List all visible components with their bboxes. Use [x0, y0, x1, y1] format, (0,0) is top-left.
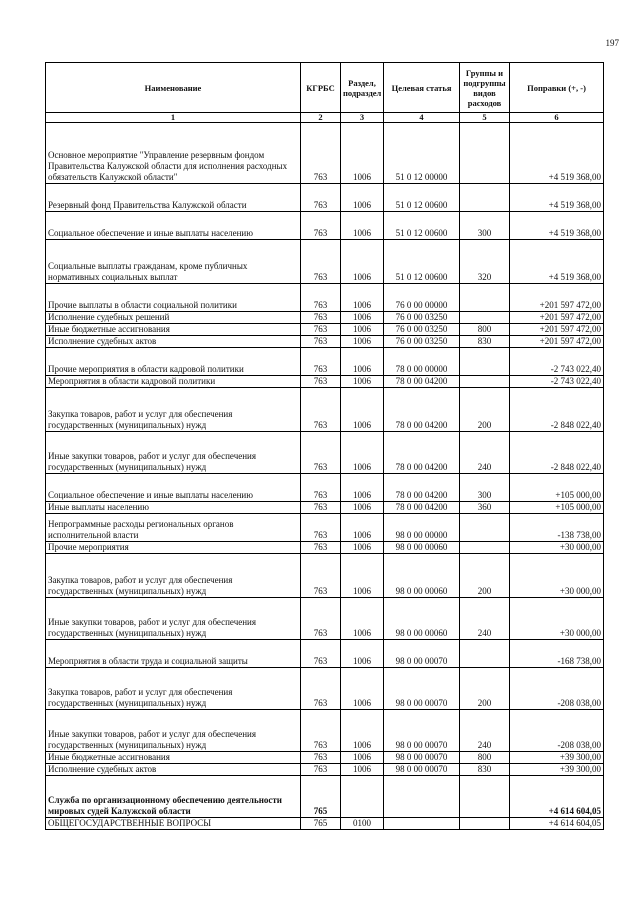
- row-target: 78 0 00 04200: [384, 376, 460, 388]
- row-group: 240: [460, 598, 510, 640]
- table-row: [46, 184, 604, 212]
- row-target: [384, 776, 460, 818]
- column-number: 6: [510, 113, 604, 123]
- row-kgrbs: 765: [301, 776, 341, 818]
- row-group: [460, 284, 510, 312]
- header-row: [46, 63, 604, 113]
- row-target: 98 0 00 00070: [384, 710, 460, 752]
- row-group: 830: [460, 764, 510, 776]
- row-group: [460, 348, 510, 376]
- row-amount: +201 597 472,00: [510, 336, 604, 348]
- row-group: 800: [460, 324, 510, 336]
- row-name: Мероприятия в области кадровой политики: [46, 376, 301, 388]
- row-name: Служба по организационному обеспечению деятельности мировых судей Калужской области: [46, 776, 301, 818]
- row-target: 51 0 12 00000: [384, 123, 460, 184]
- row-amount: -208 038,00: [510, 710, 604, 752]
- row-target: 98 0 00 00070: [384, 764, 460, 776]
- header-kgrbs: КГРБС: [301, 63, 341, 113]
- row-kgrbs: 763: [301, 542, 341, 554]
- row-target: 78 0 00 00000: [384, 348, 460, 376]
- row-section: 1006: [341, 212, 384, 240]
- row-group: [460, 818, 510, 830]
- row-section: 1006: [341, 123, 384, 184]
- row-target: 76 0 00 03250: [384, 324, 460, 336]
- row-group: 800: [460, 752, 510, 764]
- row-name: Исполнение судебных актов: [46, 764, 301, 776]
- column-number: 4: [384, 113, 460, 123]
- header-section: Раздел, подраздел: [341, 63, 384, 113]
- row-amount: +4 519 368,00: [510, 240, 604, 284]
- row-section: 1006: [341, 502, 384, 514]
- row-group: [460, 376, 510, 388]
- row-section: 1006: [341, 388, 384, 432]
- row-target: 98 0 00 00070: [384, 668, 460, 710]
- row-section: 1006: [341, 284, 384, 312]
- row-name: Резервный фонд Правительства Калужской области: [46, 184, 301, 212]
- table-row: [46, 312, 604, 324]
- row-group: 300: [460, 474, 510, 502]
- row-name: ОБЩЕГОСУДАРСТВЕННЫЕ ВОПРОСЫ: [46, 818, 301, 830]
- row-kgrbs: 763: [301, 376, 341, 388]
- row-amount: +4 519 368,00: [510, 123, 604, 184]
- table-row: [46, 284, 604, 312]
- row-name: Прочие выплаты в области социальной политики: [46, 284, 301, 312]
- row-kgrbs: 763: [301, 284, 341, 312]
- row-group: 240: [460, 432, 510, 474]
- row-amount: +4 614 604,05: [510, 818, 604, 830]
- row-target: 98 0 00 00060: [384, 542, 460, 554]
- row-group: [460, 312, 510, 324]
- row-amount: -2 743 022,40: [510, 376, 604, 388]
- table-row: [46, 710, 604, 752]
- table-row: [46, 554, 604, 598]
- row-target: 76 0 00 03250: [384, 336, 460, 348]
- row-name: Иные закупки товаров, работ и услуг для обеспечения государственных (муниципальных) нужд: [46, 710, 301, 752]
- row-target: 78 0 00 04200: [384, 502, 460, 514]
- row-name: Основное мероприятие "Управление резервным фондом Правительства Калужской области для исполнения расходных обязательств Калужской области": [46, 123, 301, 184]
- row-name: Прочие мероприятия: [46, 542, 301, 554]
- row-section: 1006: [341, 432, 384, 474]
- row-group: 200: [460, 388, 510, 432]
- row-kgrbs: 763: [301, 710, 341, 752]
- table-row: [46, 324, 604, 336]
- row-group: 360: [460, 502, 510, 514]
- row-name: Исполнение судебных решений: [46, 312, 301, 324]
- row-section: 1006: [341, 598, 384, 640]
- row-section: [341, 776, 384, 818]
- row-kgrbs: 763: [301, 324, 341, 336]
- row-amount: +4 519 368,00: [510, 212, 604, 240]
- table-row: [46, 598, 604, 640]
- row-target: 51 0 12 00600: [384, 184, 460, 212]
- row-target: 78 0 00 04200: [384, 388, 460, 432]
- row-amount: +201 597 472,00: [510, 312, 604, 324]
- row-amount: +4 614 604,05: [510, 776, 604, 818]
- row-kgrbs: 763: [301, 432, 341, 474]
- row-section: 1006: [341, 348, 384, 376]
- page-number: 197: [605, 38, 619, 48]
- row-section: 1006: [341, 752, 384, 764]
- row-section: 1006: [341, 324, 384, 336]
- table-row: [46, 388, 604, 432]
- row-kgrbs: 763: [301, 212, 341, 240]
- table-body: [46, 123, 604, 830]
- header-target: Целевая статья: [384, 63, 460, 113]
- table-row: [46, 336, 604, 348]
- row-kgrbs: 763: [301, 474, 341, 502]
- column-number-row: [46, 113, 604, 123]
- row-name: Непрограммные расходы региональных органов исполнительной власти: [46, 514, 301, 542]
- row-amount: +30 000,00: [510, 598, 604, 640]
- row-group: 830: [460, 336, 510, 348]
- row-group: [460, 776, 510, 818]
- row-group: [460, 123, 510, 184]
- row-section: 1006: [341, 542, 384, 554]
- row-kgrbs: 763: [301, 312, 341, 324]
- budget-table: [45, 62, 604, 830]
- row-amount: +201 597 472,00: [510, 324, 604, 336]
- column-number: 3: [341, 113, 384, 123]
- row-amount: +39 300,00: [510, 752, 604, 764]
- row-target: 78 0 00 04200: [384, 432, 460, 474]
- row-section: 1006: [341, 376, 384, 388]
- row-group: 200: [460, 668, 510, 710]
- table-row: [46, 212, 604, 240]
- row-name: Иные закупки товаров, работ и услуг для обеспечения государственных (муниципальных) нужд: [46, 598, 301, 640]
- row-kgrbs: 763: [301, 502, 341, 514]
- row-section: 1006: [341, 668, 384, 710]
- row-kgrbs: 763: [301, 240, 341, 284]
- row-name: Иные закупки товаров, работ и услуг для обеспечения государственных (муниципальных) нужд: [46, 432, 301, 474]
- row-amount: -138 738,00: [510, 514, 604, 542]
- row-target: 98 0 00 00060: [384, 598, 460, 640]
- row-name: Иные выплаты населению: [46, 502, 301, 514]
- table-row: [46, 514, 604, 542]
- row-kgrbs: 763: [301, 336, 341, 348]
- row-kgrbs: 763: [301, 554, 341, 598]
- row-section: 1006: [341, 336, 384, 348]
- row-amount: +4 519 368,00: [510, 184, 604, 212]
- row-name: Социальные выплаты гражданам, кроме публичных нормативных социальных выплат: [46, 240, 301, 284]
- table-row: [46, 542, 604, 554]
- row-kgrbs: 763: [301, 348, 341, 376]
- row-amount: +39 300,00: [510, 764, 604, 776]
- row-target: 78 0 00 04200: [384, 474, 460, 502]
- row-name: Закупка товаров, работ и услуг для обеспечения государственных (муниципальных) нужд: [46, 554, 301, 598]
- row-amount: +30 000,00: [510, 554, 604, 598]
- row-name: Иные бюджетные ассигнования: [46, 752, 301, 764]
- row-group: [460, 640, 510, 668]
- table-row: [46, 640, 604, 668]
- row-section: 1006: [341, 474, 384, 502]
- row-amount: -208 038,00: [510, 668, 604, 710]
- row-amount: -2 743 022,40: [510, 348, 604, 376]
- header-amendments: Поправки (+, -): [510, 63, 604, 113]
- row-name: Социальное обеспечение и иные выплаты населению: [46, 212, 301, 240]
- column-number: 1: [46, 113, 301, 123]
- row-target: 76 0 00 03250: [384, 312, 460, 324]
- row-amount: -168 738,00: [510, 640, 604, 668]
- row-section: 1006: [341, 764, 384, 776]
- row-section: 1006: [341, 184, 384, 212]
- table-row: [46, 123, 604, 184]
- row-kgrbs: 763: [301, 764, 341, 776]
- row-target: 98 0 00 00000: [384, 514, 460, 542]
- row-group: [460, 542, 510, 554]
- row-name: Иные бюджетные ассигнования: [46, 324, 301, 336]
- row-name: Прочие мероприятия в области кадровой политики: [46, 348, 301, 376]
- row-target: 98 0 00 00070: [384, 752, 460, 764]
- row-amount: -2 848 022,40: [510, 432, 604, 474]
- table-row: [46, 764, 604, 776]
- row-target: [384, 818, 460, 830]
- row-section: 1006: [341, 710, 384, 752]
- row-kgrbs: 763: [301, 184, 341, 212]
- row-group: [460, 184, 510, 212]
- table-row: [46, 752, 604, 764]
- table-row: [46, 502, 604, 514]
- row-target: 76 0 00 00000: [384, 284, 460, 312]
- table-row: [46, 474, 604, 502]
- row-kgrbs: 763: [301, 514, 341, 542]
- header-name: Наименование: [46, 63, 301, 113]
- row-group: 240: [460, 710, 510, 752]
- row-group: 200: [460, 554, 510, 598]
- table-row: [46, 668, 604, 710]
- row-name: Закупка товаров, работ и услуг для обеспечения государственных (муниципальных) нужд: [46, 388, 301, 432]
- row-name: Мероприятия в области труда и социальной защиты: [46, 640, 301, 668]
- table-row: [46, 240, 604, 284]
- row-name: Исполнение судебных актов: [46, 336, 301, 348]
- row-section: 0100: [341, 818, 384, 830]
- row-section: 1006: [341, 514, 384, 542]
- row-target: 51 0 12 00600: [384, 240, 460, 284]
- row-group: 300: [460, 212, 510, 240]
- table-row: [46, 376, 604, 388]
- header-group: Группы и подгруппы видов расходов: [460, 63, 510, 113]
- row-target: 98 0 00 00070: [384, 640, 460, 668]
- row-kgrbs: 763: [301, 598, 341, 640]
- table-row: [46, 432, 604, 474]
- row-amount: -2 848 022,40: [510, 388, 604, 432]
- row-group: [460, 514, 510, 542]
- row-kgrbs: 763: [301, 752, 341, 764]
- row-target: 98 0 00 00060: [384, 554, 460, 598]
- table-row: [46, 348, 604, 376]
- row-section: 1006: [341, 240, 384, 284]
- table-row: [46, 818, 604, 830]
- row-name: Закупка товаров, работ и услуг для обеспечения государственных (муниципальных) нужд: [46, 668, 301, 710]
- row-kgrbs: 763: [301, 123, 341, 184]
- row-kgrbs: 763: [301, 388, 341, 432]
- row-section: 1006: [341, 554, 384, 598]
- column-number: 2: [301, 113, 341, 123]
- row-section: 1006: [341, 312, 384, 324]
- row-group: 320: [460, 240, 510, 284]
- row-kgrbs: 763: [301, 640, 341, 668]
- row-amount: +201 597 472,00: [510, 284, 604, 312]
- row-amount: +105 000,00: [510, 502, 604, 514]
- row-name: Социальное обеспечение и иные выплаты населению: [46, 474, 301, 502]
- row-kgrbs: 763: [301, 668, 341, 710]
- row-amount: +105 000,00: [510, 474, 604, 502]
- row-section: 1006: [341, 640, 384, 668]
- column-number: 5: [460, 113, 510, 123]
- table-row: [46, 776, 604, 818]
- row-amount: +30 000,00: [510, 542, 604, 554]
- row-kgrbs: 765: [301, 818, 341, 830]
- row-target: 51 0 12 00600: [384, 212, 460, 240]
